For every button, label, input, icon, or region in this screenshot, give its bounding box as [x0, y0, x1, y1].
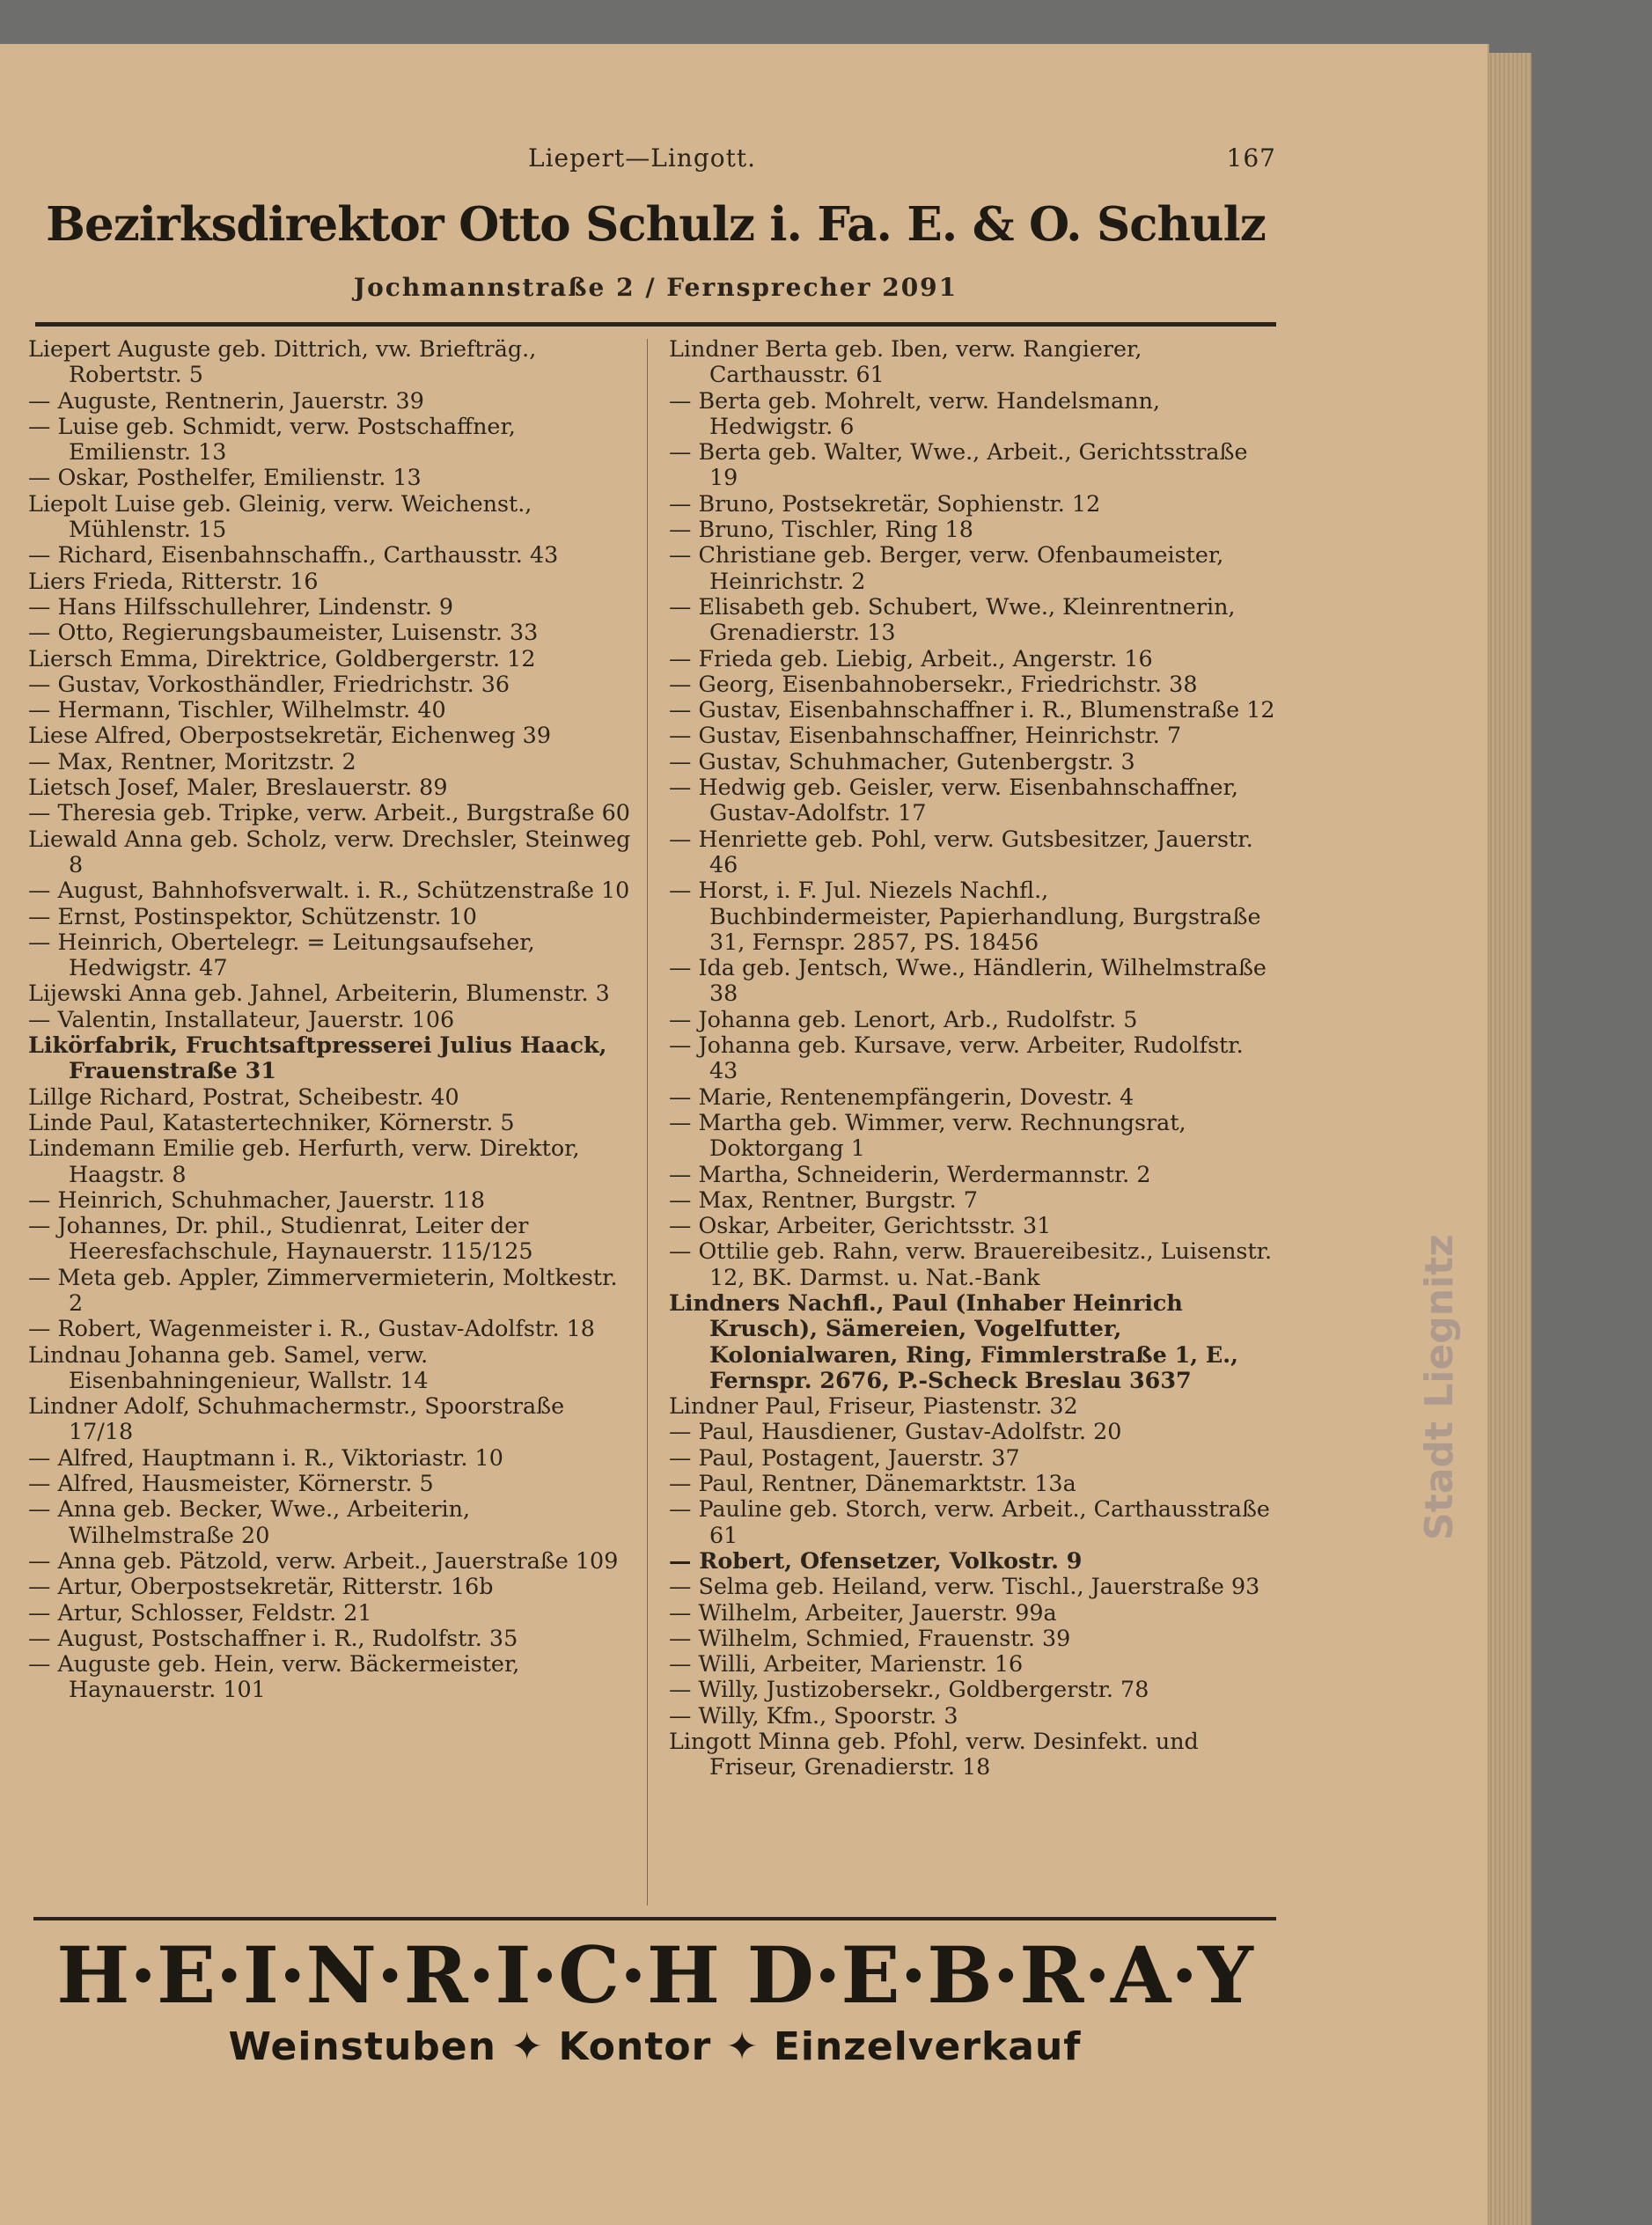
directory-entry: — Meta geb. Appler, Zimmervermieterin, Moltkestr. 2 [28, 1263, 618, 1316]
directory-column-left [28, 336, 635, 1912]
directory-entry: — Theresia geb. Tripke, verw. Arbeit., Burgstraße 60 [28, 799, 630, 826]
directory-entry: — Marie, Rentenempfängerin, Dovestr. 4 [669, 1083, 1134, 1110]
directory-entry: — Hedwig geb. Geisler, verw. Eisenbahnschaffner, Gustav-Adolfstr. 17 [669, 774, 1238, 826]
directory-entry: — Willy, Kfm., Spoorstr. 3 [669, 1701, 958, 1729]
directory-entry: — Wilhelm, Schmied, Frauenstr. 39 [669, 1624, 1071, 1651]
directory-entry: — Henriette geb. Pohl, verw. Gutsbesitzer, Jauerstr. 46 [669, 825, 1253, 878]
directory-entry: Lijewski Anna geb. Jahnel, Arbeiterin, Blumenstr. 3 [28, 980, 610, 1007]
page-number: 167 [1226, 143, 1276, 173]
advertisement-bottom [33, 1928, 1276, 2095]
directory-entry: Lietsch Josef, Maler, Breslauerstr. 89 [28, 774, 448, 801]
directory-entry: — Luise geb. Schmidt, verw. Postschaffner, Emilienstr. 13 [28, 412, 516, 466]
directory-entry: Liewald Anna geb. Scholz, verw. Drechsler, Steinweg 8 [28, 825, 631, 878]
directory-entry: — Paul, Hausdiener, Gustav-Adolfstr. 20 [669, 1418, 1122, 1445]
directory-entry: — Artur, Oberpostsekretär, Ritterstr. 16b [28, 1573, 494, 1600]
directory-entry: Lillge Richard, Postrat, Scheibestr. 40 [28, 1083, 459, 1110]
directory-entry: — Gustav, Eisenbahnschaffner, Heinrichstr. 7 [669, 722, 1182, 749]
directory-entry: — Oskar, Arbeiter, Gerichtsstr. 31 [669, 1212, 1052, 1239]
directory-entry: — Oskar, Posthelfer, Emilienstr. 13 [28, 464, 422, 491]
directory-entry: — Johannes, Dr. phil., Studienrat, Leiter der Heeresfachschule, Haynauerstr. 115/125 [28, 1212, 533, 1265]
directory-entry: — Artur, Schlosser, Feldstr. 21 [28, 1598, 372, 1626]
directory-entry: Linde Paul, Katastertechniker, Körnerstr. 5 [28, 1108, 515, 1135]
directory-entry: — Wilhelm, Arbeiter, Jauerstr. 99a [669, 1598, 1057, 1626]
directory-entry: — Max, Rentner, Moritzstr. 2 [28, 747, 356, 775]
directory-entry: Lindners Nachfl., Paul (Inhaber Heinrich Krusch), Sämereien, Vogelfutter, Kolonialwaren, Ring, Fimmlerstraße 1, E., Fernspr. 2676, P.-Scheck Breslau 3637 [669, 1289, 1238, 1393]
advertisement-top-title: Bezirksdirektor Otto Schulz i. Fa. E. & O. Schulz [46, 197, 1266, 252]
directory-entry: — Richard, Eisenbahnschaffn., Carthausstr. 43 [28, 541, 559, 569]
directory-entry: — Elisabeth geb. Schubert, Wwe., Kleinrentnerin, Grenadierstr. 13 [669, 592, 1236, 646]
library-stamp: Stadt Liegnitz [1417, 1234, 1462, 1540]
directory-entry: — Gustav, Eisenbahnschaffner i. R., Blumenstraße 12 [669, 696, 1275, 723]
directory-entry: — Bruno, Tischler, Ring 18 [669, 516, 973, 543]
running-header [528, 143, 1276, 179]
directory-entry: Liers Frieda, Ritterstr. 16 [28, 567, 319, 594]
directory-entry: — Paul, Postagent, Jauerstr. 37 [669, 1443, 1020, 1471]
directory-entry: — Pauline geb. Storch, verw. Arbeit., Carthausstraße 61 [669, 1495, 1270, 1548]
directory-entry: — August, Bahnhofsverwalt. i. R., Schützenstraße 10 [28, 877, 630, 904]
advertisement-top-subtitle: Jochmannstraße 2 / Fernsprecher 2091 [353, 273, 958, 302]
directory-entry: — Alfred, Hauptmann i. R., Viktoriastr. 10 [28, 1443, 503, 1471]
directory-entry: — Ernst, Postinspektor, Schützenstr. 10 [28, 902, 477, 929]
directory-entry: — Frieda geb. Liebig, Arbeit., Angerstr. 16 [669, 644, 1153, 672]
directory-entry: — Berta geb. Mohrelt, verw. Handelsmann, Hedwigstr. 6 [669, 386, 1161, 439]
advertisement-bottom-title: H·E·I·N·R·I·C·H D·E·B·R·A·Y [56, 1929, 1253, 2021]
directory-entry: — Bruno, Postsekretär, Sophienstr. 12 [669, 489, 1101, 517]
directory-entry: — Johanna geb. Kursave, verw. Arbeiter, Rudolfstr. 43 [669, 1032, 1244, 1084]
directory-entry: — Martha geb. Wimmer, verw. Rechnungsrat, Doktorgang 1 [669, 1108, 1186, 1162]
directory-entry: — Anna geb. Pätzold, verw. Arbeit., Jauerstraße 109 [28, 1546, 619, 1574]
directory-entry: — Georg, Eisenbahnobersekr., Friedrichstr. 38 [669, 670, 1198, 697]
directory-entry: Lindner Berta geb. Iben, verw. Rangierer, Carthausstr. 61 [669, 336, 1142, 388]
directory-entry: — Gustav, Vorkosthändler, Friedrichstr. 36 [28, 670, 510, 697]
directory-column-right [669, 336, 1276, 1912]
advertisement-bottom-rule [33, 1917, 1276, 1920]
directory-entry: — Gustav, Schuhmacher, Gutenbergstr. 3 [669, 747, 1135, 775]
directory-entry: — Ottilie geb. Rahn, verw. Brauereibesitz., Luisenstr. 12, BK. Darmst. u. Nat.-Bank [669, 1237, 1273, 1290]
running-title: Liepert—Lingott. [528, 143, 757, 173]
directory-entry: — Heinrich, Schuhmacher, Jauerstr. 118 [28, 1186, 486, 1213]
directory-entry: Lindnau Johanna geb. Samel, verw. Eisenbahningenieur, Wallstr. 14 [28, 1340, 429, 1393]
directory-entry: — Willi, Arbeiter, Marienstr. 16 [669, 1650, 1024, 1678]
directory-entry: — Anna geb. Becker, Wwe., Arbeiterin, Wilhelmstraße 20 [28, 1495, 471, 1548]
directory-entry: Liese Alfred, Oberpostsekretär, Eichenweg 39 [28, 722, 551, 749]
directory-entry: — Selma geb. Heiland, verw. Tischl., Jauerstraße 93 [669, 1573, 1260, 1600]
directory-entry: — Christiane geb. Berger, verw. Ofenbaumeister, Heinrichstr. 2 [669, 541, 1224, 594]
directory-entry: Likörfabrik, Fruchtsaftpresserei Julius Haack, Frauenstraße 31 [28, 1032, 607, 1084]
directory-entry: — Otto, Regierungsbaumeister, Luisenstr. 33 [28, 619, 539, 646]
directory-entry: Liepolt Luise geb. Gleinig, verw. Weichenst., Mühlenstr. 15 [28, 489, 532, 543]
directory-entry: Lingott Minna geb. Pfohl, verw. Desinfekt. und Friseur, Grenadierstr. 18 [669, 1728, 1199, 1781]
directory-entry: Liersch Emma, Direktrice, Goldbergerstr. 12 [28, 644, 536, 672]
directory-entry: — Max, Rentner, Burgstr. 7 [669, 1186, 978, 1213]
directory-entry: — Horst, i. F. Jul. Niezels Nachfl., Buchbindermeister, Papierhandlung, Burgstraße 31, Fernspr. 2857, PS. 18456 [669, 877, 1261, 955]
advertisement-top [35, 176, 1276, 317]
directory-entry: — Robert, Wagenmeister i. R., Gustav-Adolfstr. 18 [28, 1315, 595, 1342]
directory-entry: — August, Postschaffner i. R., Rudolfstr. 35 [28, 1624, 518, 1651]
directory-entry: Lindner Adolf, Schuhmachermstr., Spoorstraße 17/18 [28, 1392, 565, 1445]
directory-entry: — Ida geb. Jentsch, Wwe., Händlerin, Wilhelmstraße 38 [669, 954, 1267, 1007]
directory-entry: — Martha, Schneiderin, Werdermannstr. 2 [669, 1160, 1151, 1187]
advertisement-bottom-subtitle: Weinstuben ✦ Kontor ✦ Einzelverkauf [228, 2024, 1082, 2069]
column-divider [647, 339, 648, 1906]
directory-entry: Liepert Auguste geb. Dittrich, vw. Briefträg., Robertstr. 5 [28, 336, 537, 388]
directory-entry: — Robert, Ofensetzer, Volkostr. 9 [669, 1546, 1083, 1574]
directory-entry: — Johanna geb. Lenort, Arb., Rudolfstr. 5 [669, 1005, 1138, 1032]
directory-entry: — Alfred, Hausmeister, Körnerstr. 5 [28, 1470, 434, 1497]
directory-entry: — Hans Hilfsschullehrer, Lindenstr. 9 [28, 592, 454, 620]
advertisement-top-rule [35, 322, 1276, 327]
directory-entry: — Auguste, Rentnerin, Jauerstr. 39 [28, 386, 424, 414]
directory-entry: — Auguste geb. Hein, verw. Bäckermeister, Haynauerstr. 101 [28, 1650, 520, 1703]
directory-entry: — Heinrich, Obertelegr. = Leitungsaufseher, Hedwigstr. 47 [28, 928, 535, 981]
directory-entry: — Hermann, Tischler, Wilhelmstr. 40 [28, 696, 446, 723]
directory-entry: Lindner Paul, Friseur, Piastenstr. 32 [669, 1392, 1078, 1420]
directory-entry: Lindemann Emilie geb. Herfurth, verw. Direktor, Haagstr. 8 [28, 1135, 580, 1187]
directory-entry: — Berta geb. Walter, Wwe., Arbeit., Gerichtsstraße 19 [669, 438, 1248, 491]
directory-entry: — Willy, Justizobersekr., Goldbergerstr. 78 [669, 1676, 1149, 1703]
directory-entry: — Valentin, Installateur, Jauerstr. 106 [28, 1005, 455, 1032]
directory-entry: — Paul, Rentner, Dänemarktstr. 13a [669, 1470, 1076, 1497]
